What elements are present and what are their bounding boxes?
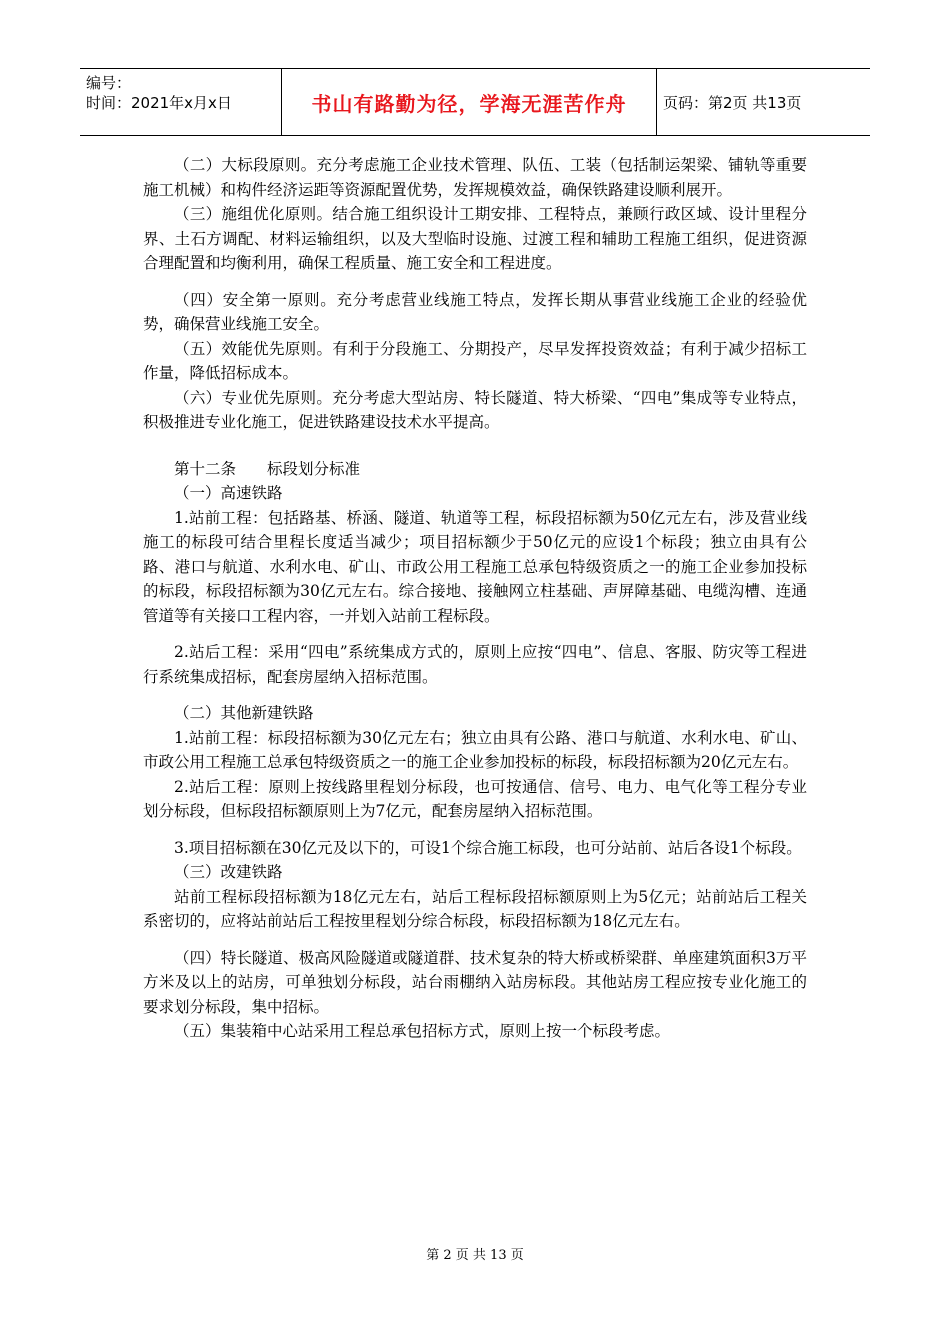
section-high-speed-heading: （一）高速铁路	[174, 484, 283, 502]
document-time-label: 时间：2021年x月x日	[86, 94, 232, 112]
page-footer: 第 2 页 共 13 页	[426, 1248, 524, 1263]
header-motto: 书山有路勤为径，学海无涯苦作舟	[282, 69, 657, 135]
section-other-new-heading: （二）其他新建铁路	[174, 704, 314, 722]
page-header	[80, 68, 870, 136]
paragraph-hs-station-back: 2.站后工程：采用“四电”系统集成方式的，原则上应按“四电”、信息、客服、防灾等工程进行系统集成招标，配套房屋纳入招标范围。	[143, 643, 807, 686]
document-number-label: 编号：	[86, 74, 132, 92]
header-page-number: 页码：第2页 共13页	[663, 93, 802, 112]
article-12-heading: 第十二条 标段划分标准	[174, 459, 361, 478]
paragraph-other-station-front: 1.站前工程：标段招标额为30亿元左右；独立由具有公路、港口与航道、水利水电、矿山、市政公用工程施工总承包特级资质之一的施工企业参加投标的标段，标段招标额为20亿元左右。	[143, 728, 807, 771]
paragraph-container-station: （五）集装箱中心站采用工程总承包招标方式，原则上按一个标段考虑。	[174, 1022, 671, 1040]
paragraph-principle-3: （三）施组优化原则。结合施工组织设计工期安排、工程特点，兼顾行政区域、设计里程分界、土石方调配、材料运输组织，以及大型临时设施、过渡工程和辅助工程施工组织，促进资源合理配置和均衡利用，确保工程质量、施工安全和工程进度。	[143, 205, 807, 272]
header-info-cell	[80, 69, 282, 135]
section-rebuild-heading: （三）改建铁路	[174, 863, 283, 881]
paragraph-other-combined: 3.项目招标额在30亿元及以下的，可设1个综合施工标段，也可分站前、站后各设1个标段。	[174, 838, 802, 857]
paragraph-principle-5: （五）效能优先原则。有利于分段施工、分期投产，尽早发挥投资效益；有利于减少招标工作量，降低招标成本。	[143, 339, 807, 382]
paragraph-special-works: （四）特长隧道、极高风险隧道或隧道群、技术复杂的特大桥或桥梁群、单座建筑面积3万平方米及以上的站房，可单独划分标段，站台雨棚纳入站房标段。其他站房工程应按专业化施工的要求划分标段，集中招标。	[143, 948, 807, 1016]
paragraph-rebuild: 站前工程标段招标额为18亿元左右，站后工程标段招标额原则上为5亿元；站前站后工程关系密切的，应将站前站后工程按里程划分综合标段，标段招标额为18亿元左右。	[143, 887, 807, 930]
paragraph-hs-station-front: 1.站前工程：包括路基、桥涵、隧道、轨道等工程，标段招标额为50亿元左右，涉及营业线施工的标段可结合里程长度适当减少；项目招标额少于50亿元的应设1个标段；独立由具有公路、港口与航道、水利水电、矿山、市政公用工程施工总承包特级资质之一的施工企业参加投标的标段，标段招标额为30亿元左右。综合接地、接触网立柱基础、声屏障基础、电缆沟槽、连通管道等有关接口工程内容，一并划入站前工程标段。	[143, 508, 807, 625]
paragraph-principle-4: （四）安全第一原则。充分考虑营业线施工特点，发挥长期从事营业线施工企业的经验优势，确保营业线施工安全。	[143, 290, 807, 333]
paragraph-principle-6: （六）专业优先原则。充分考虑大型站房、特长隧道、特大桥梁、“四电”集成等专业特点，积极推进专业化施工，促进铁路建设技术水平提高。	[143, 388, 807, 431]
paragraph-other-station-back: 2.站后工程：原则上按线路里程划分标段，也可按通信、信号、电力、电气化等工程分专业划分标段，但标段招标额原则上为7亿元，配套房屋纳入招标范围。	[143, 777, 807, 820]
paragraph-principle-2: （二）大标段原则。充分考虑施工企业技术管理、队伍、工装（包括制运架梁、铺轨等重要施工机械）和构件经济运距等资源配置优势，发挥规模效益，确保铁路建设顺利展开。	[143, 156, 807, 199]
document-body	[143, 153, 807, 1044]
